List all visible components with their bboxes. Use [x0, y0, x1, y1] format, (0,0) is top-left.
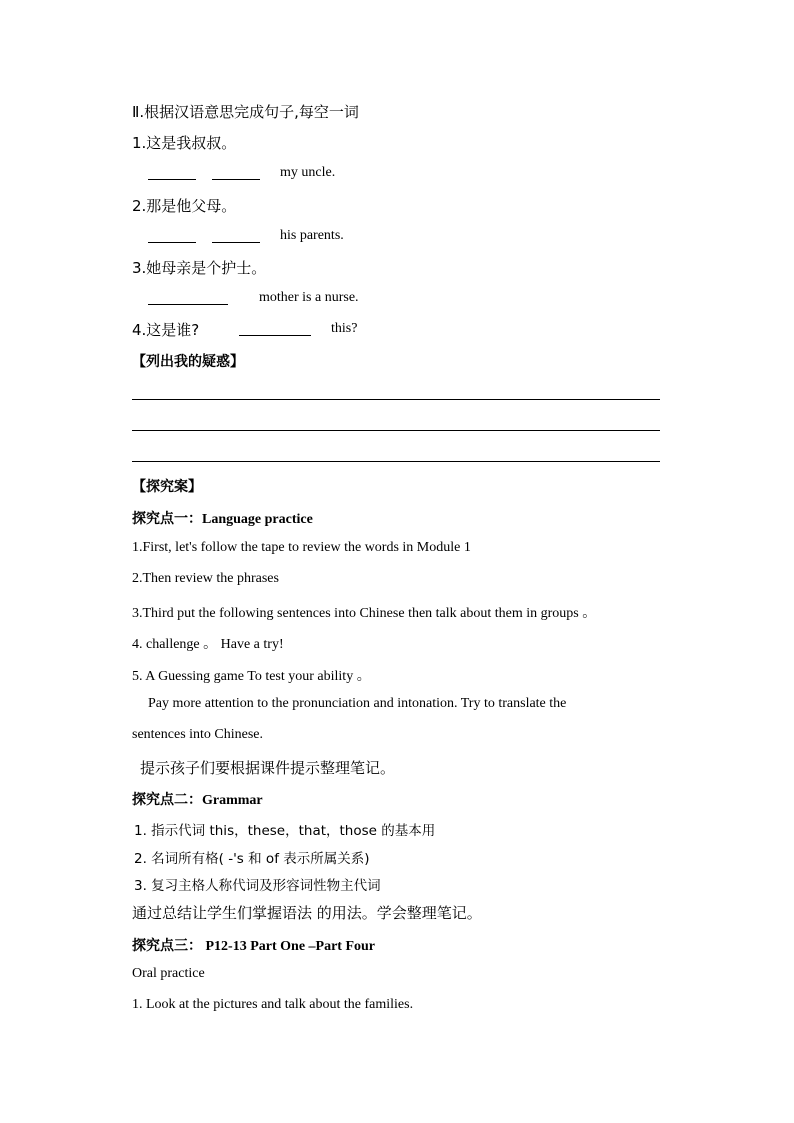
point-2-line: 1. 指示代词 this，these，that，those 的基本用: [134, 823, 436, 839]
point-1-line: 4. challenge 。 Have a try!: [132, 637, 284, 652]
point-3-line: Oral practice: [132, 966, 205, 981]
answer-blank[interactable]: [148, 179, 196, 180]
point-2-line: 2. 名词所有格( -'s 和 of 表示所属关系): [134, 851, 370, 867]
point-1-line: Pay more attention to the pronunciation and intonation. Try to translate the: [148, 696, 567, 711]
writing-line[interactable]: [132, 430, 660, 431]
point-1-line: 2.Then review the phrases: [132, 571, 279, 586]
answer-blank[interactable]: [212, 242, 260, 243]
question-2-prompt: 2.那是他父母。: [132, 197, 237, 215]
point-2-note: 通过总结让学生们掌握语法 的用法。学会整理笔记。: [132, 904, 482, 922]
answer-blank[interactable]: [212, 179, 260, 180]
point-1-line: 1.First, let's follow the tape to review the words in Module 1: [132, 540, 471, 555]
explore-heading: 【探究案】: [132, 479, 202, 495]
point-1-title: 探究点一：Language practice: [132, 512, 313, 527]
point-1-line: sentences into Chinese.: [132, 727, 264, 742]
question-4-rest: this?: [331, 321, 358, 336]
question-1-prompt: 1.这是我叔叔。: [132, 134, 237, 152]
writing-line[interactable]: [132, 399, 660, 400]
question-3-rest: mother is a nurse.: [259, 290, 359, 305]
writing-line[interactable]: [132, 461, 660, 462]
question-2-rest: his parents.: [280, 228, 344, 243]
point-3-title: 探究点三： P12-13 Part One –Part Four: [132, 939, 376, 954]
question-1-rest: my uncle.: [280, 165, 336, 180]
point-1-note: 提示孩子们要根据课件提示整理笔记。: [140, 759, 396, 777]
answer-blank[interactable]: [239, 335, 311, 336]
doubts-heading: 【列出我的疑惑】: [132, 354, 244, 370]
point-3-line: 1. Look at the pictures and talk about the families.: [132, 997, 414, 1012]
point-1-line: 3.Third put the following sentences into Chinese then talk about them in groups 。: [132, 606, 597, 621]
question-4-prompt: 4.这是谁?: [132, 321, 200, 339]
point-2-title: 探究点二：Grammar: [132, 793, 263, 808]
question-3-prompt: 3.她母亲是个护士。: [132, 259, 267, 277]
section-heading: Ⅱ.根据汉语意思完成句子,每空一词: [132, 103, 359, 121]
answer-blank[interactable]: [148, 304, 228, 305]
point-2-line: 3. 复习主格人称代词及形容词性物主代词: [134, 878, 381, 894]
answer-blank[interactable]: [148, 242, 196, 243]
point-1-line: 5. A Guessing game To test your ability 。: [132, 669, 371, 684]
